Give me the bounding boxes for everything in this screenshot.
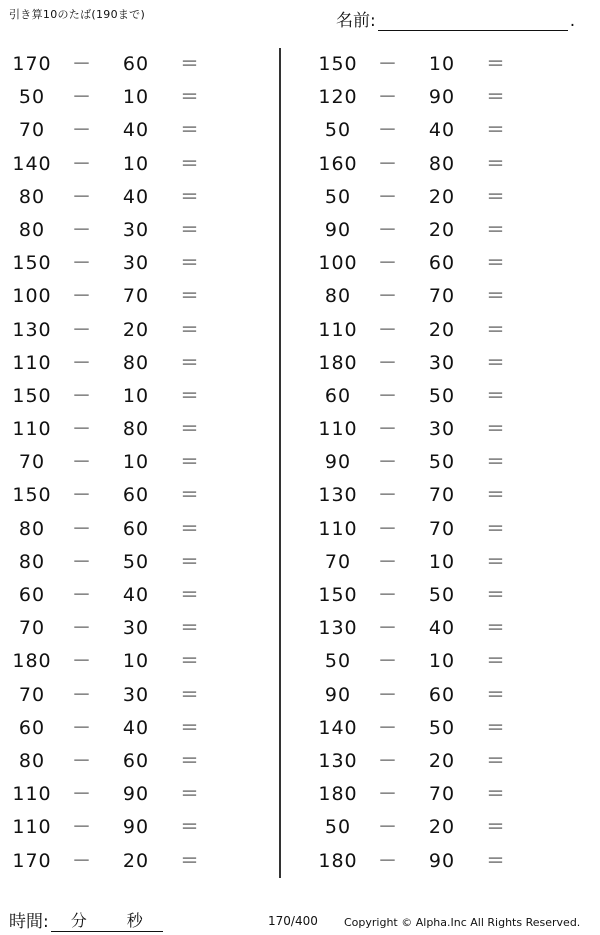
problem-row (306, 811, 586, 844)
problem-row (0, 214, 280, 247)
minus-sign: － (377, 816, 398, 839)
minus-sign: － (71, 53, 92, 75)
minus-sign: － (377, 351, 398, 374)
problem-row (306, 280, 586, 313)
problem-row (306, 845, 586, 878)
equals-sign: ＝ (485, 484, 506, 507)
subtrahend: 70 (428, 517, 456, 540)
problem-row (306, 479, 586, 512)
subtrahend: 20 (122, 849, 150, 872)
minus-sign: － (377, 86, 398, 109)
minuend: 90 (324, 683, 352, 706)
subtrahend: 90 (428, 86, 456, 109)
name-end-dot: . (569, 11, 576, 31)
problem-row (0, 347, 280, 380)
subtrahend: 90 (122, 783, 150, 806)
subtrahend: 10 (122, 650, 150, 673)
subtrahend: 60 (122, 517, 150, 540)
minus-sign: － (71, 584, 92, 606)
minuend: 160 (318, 152, 358, 175)
subtrahend: 10 (122, 451, 150, 474)
equals-sign: ＝ (179, 53, 200, 75)
problem-row (0, 546, 280, 579)
subtrahend: 70 (428, 484, 456, 507)
worksheet-title: 引き算10のたば(190まで) (9, 8, 146, 21)
minuend: 110 (12, 783, 52, 806)
minuend: 70 (18, 119, 46, 142)
equals-sign: ＝ (179, 550, 200, 573)
minuend: 90 (324, 218, 352, 241)
minuend: 180 (318, 849, 358, 872)
subtrahend: 80 (122, 418, 150, 441)
minus-sign: － (71, 418, 92, 441)
equals-sign: ＝ (179, 185, 200, 208)
problem-row (0, 380, 280, 413)
equals-sign: ＝ (179, 783, 200, 806)
problem-row (0, 81, 280, 114)
minuend: 170 (12, 849, 52, 872)
equals-sign: ＝ (179, 584, 200, 606)
column-divider (279, 48, 281, 878)
subtrahend: 30 (428, 351, 456, 374)
minus-sign: － (71, 218, 92, 241)
subtrahend: 90 (122, 816, 150, 839)
footer (0, 907, 600, 935)
minuend: 180 (318, 351, 358, 374)
minus-sign: － (71, 749, 92, 772)
minuend: 130 (318, 617, 358, 640)
problem-row (0, 513, 280, 546)
minuend: 170 (12, 53, 52, 75)
minus-sign: － (377, 318, 398, 341)
minuend: 110 (12, 351, 52, 374)
minuend: 70 (324, 550, 352, 573)
minuend: 70 (18, 451, 46, 474)
minuend: 50 (324, 650, 352, 673)
minus-sign: － (377, 849, 398, 872)
minus-sign: － (377, 783, 398, 806)
minuend: 70 (18, 683, 46, 706)
problem-row (306, 114, 586, 147)
problem-row (306, 247, 586, 280)
minus-sign: － (71, 152, 92, 175)
minuend: 110 (318, 318, 358, 341)
minus-sign: － (377, 584, 398, 606)
equals-sign: ＝ (485, 318, 506, 341)
page-number: 170/400 (268, 914, 318, 928)
minuend: 80 (324, 285, 352, 308)
subtrahend: 20 (428, 749, 456, 772)
subtrahend: 20 (122, 318, 150, 341)
minus-sign: － (377, 285, 398, 308)
minuend: 50 (324, 816, 352, 839)
minus-sign: － (71, 783, 92, 806)
minus-sign: － (71, 451, 92, 474)
equals-sign: ＝ (179, 849, 200, 872)
subtrahend: 40 (428, 119, 456, 142)
copyright-text: Copyright © Alpha.Inc All Rights Reserved. (344, 916, 581, 929)
name-blank-line (378, 10, 568, 31)
time-blank-line (51, 909, 163, 932)
subtrahend: 50 (428, 384, 456, 407)
problem-row (0, 579, 280, 612)
subtrahend: 50 (428, 451, 456, 474)
equals-sign: ＝ (179, 484, 200, 507)
subtrahend: 50 (122, 550, 150, 573)
equals-sign: ＝ (485, 451, 506, 474)
subtrahend: 50 (428, 584, 456, 606)
subtrahend: 40 (122, 119, 150, 142)
equals-sign: ＝ (179, 119, 200, 142)
subtrahend: 10 (122, 86, 150, 109)
minus-sign: － (71, 86, 92, 109)
minuend: 80 (18, 550, 46, 573)
equals-sign: ＝ (179, 252, 200, 275)
minus-sign: － (71, 252, 92, 275)
equals-sign: ＝ (179, 285, 200, 308)
equals-sign: ＝ (179, 517, 200, 540)
subtrahend: 10 (428, 550, 456, 573)
problem-row (306, 413, 586, 446)
problem-row (306, 579, 586, 612)
problem-row (0, 679, 280, 712)
problem-row (306, 81, 586, 114)
problem-row (306, 679, 586, 712)
subtrahend: 20 (428, 318, 456, 341)
minus-sign: － (377, 517, 398, 540)
subtrahend: 70 (122, 285, 150, 308)
minus-sign: － (71, 484, 92, 507)
problem-row (306, 546, 586, 579)
minuend: 150 (12, 252, 52, 275)
minus-sign: － (377, 683, 398, 706)
subtrahend: 60 (428, 683, 456, 706)
problem-row (306, 645, 586, 678)
time-field (9, 907, 163, 932)
subtrahend: 50 (428, 716, 456, 739)
minuend: 50 (324, 185, 352, 208)
equals-sign: ＝ (485, 53, 506, 75)
minus-sign: － (377, 218, 398, 241)
minus-sign: － (377, 384, 398, 407)
equals-sign: ＝ (485, 749, 506, 772)
minus-sign: － (71, 650, 92, 673)
subtrahend: 80 (428, 152, 456, 175)
problem-row (0, 48, 280, 81)
equals-sign: ＝ (485, 716, 506, 739)
minuend: 60 (18, 584, 46, 606)
problem-row (306, 612, 586, 645)
minuend: 80 (18, 517, 46, 540)
problem-row (306, 446, 586, 479)
equals-sign: ＝ (179, 749, 200, 772)
subtrahend: 40 (428, 617, 456, 640)
time-label: 時間: (9, 912, 49, 932)
minus-sign: － (377, 716, 398, 739)
problem-row (0, 114, 280, 147)
minus-sign: － (377, 749, 398, 772)
problem-row (306, 380, 586, 413)
subtrahend: 40 (122, 716, 150, 739)
subtrahend: 30 (122, 683, 150, 706)
name-label: 名前: (336, 11, 376, 31)
equals-sign: ＝ (485, 517, 506, 540)
equals-sign: ＝ (179, 418, 200, 441)
minus-sign: － (377, 185, 398, 208)
problem-row (306, 745, 586, 778)
subtrahend: 20 (428, 816, 456, 839)
subtrahend: 10 (428, 650, 456, 673)
minus-sign: － (71, 816, 92, 839)
subtrahend: 90 (428, 849, 456, 872)
minus-sign: － (71, 318, 92, 341)
problem-row (0, 712, 280, 745)
minuend: 80 (18, 749, 46, 772)
equals-sign: ＝ (179, 218, 200, 241)
equals-sign: ＝ (179, 650, 200, 673)
name-field (336, 6, 575, 31)
problem-row (0, 778, 280, 811)
problem-row (306, 513, 586, 546)
problem-row (306, 314, 586, 347)
minuend: 60 (18, 716, 46, 739)
equals-sign: ＝ (485, 683, 506, 706)
subtrahend: 60 (122, 484, 150, 507)
minuend: 110 (318, 418, 358, 441)
subtrahend: 60 (122, 749, 150, 772)
minuend: 100 (12, 285, 52, 308)
minus-sign: － (377, 650, 398, 673)
problem-row (306, 48, 586, 81)
equals-sign: ＝ (179, 451, 200, 474)
minuend: 90 (324, 451, 352, 474)
problem-row (306, 347, 586, 380)
problem-row (0, 247, 280, 280)
problem-row (0, 645, 280, 678)
subtrahend: 40 (122, 185, 150, 208)
equals-sign: ＝ (179, 351, 200, 374)
equals-sign: ＝ (485, 650, 506, 673)
equals-sign: ＝ (485, 86, 506, 109)
minuend: 100 (318, 252, 358, 275)
subtrahend: 10 (122, 152, 150, 175)
equals-sign: ＝ (485, 351, 506, 374)
problem-row (0, 148, 280, 181)
problem-row (0, 845, 280, 878)
minuend: 150 (12, 384, 52, 407)
minutes-label: 分 (70, 911, 87, 930)
minus-sign: － (71, 550, 92, 573)
minus-sign: － (71, 119, 92, 142)
equals-sign: ＝ (485, 783, 506, 806)
subtrahend: 10 (122, 384, 150, 407)
minuend: 130 (318, 749, 358, 772)
equals-sign: ＝ (485, 816, 506, 839)
right-problem-column (306, 48, 586, 878)
equals-sign: ＝ (485, 584, 506, 606)
minus-sign: － (377, 451, 398, 474)
equals-sign: ＝ (179, 617, 200, 640)
minus-sign: － (71, 185, 92, 208)
minuend: 80 (18, 218, 46, 241)
problem-row (0, 446, 280, 479)
minuend: 180 (318, 783, 358, 806)
problem-row (0, 181, 280, 214)
problem-row (0, 811, 280, 844)
equals-sign: ＝ (485, 218, 506, 241)
minus-sign: － (377, 152, 398, 175)
subtrahend: 60 (428, 252, 456, 275)
minuend: 110 (318, 517, 358, 540)
equals-sign: ＝ (485, 418, 506, 441)
subtrahend: 30 (122, 218, 150, 241)
minus-sign: － (71, 849, 92, 872)
subtrahend: 10 (428, 53, 456, 75)
problem-row (0, 280, 280, 313)
minus-sign: － (377, 252, 398, 275)
minuend: 140 (318, 716, 358, 739)
minuend: 110 (12, 816, 52, 839)
minus-sign: － (377, 484, 398, 507)
seconds-label: 秒 (126, 911, 143, 930)
equals-sign: ＝ (485, 849, 506, 872)
problem-row (306, 181, 586, 214)
minuend: 140 (12, 152, 52, 175)
left-problem-column (0, 48, 280, 878)
subtrahend: 30 (122, 617, 150, 640)
subtrahend: 30 (428, 418, 456, 441)
problem-row (0, 314, 280, 347)
equals-sign: ＝ (485, 384, 506, 407)
problem-row (0, 413, 280, 446)
minuend: 50 (18, 86, 46, 109)
subtrahend: 40 (122, 584, 150, 606)
minus-sign: － (71, 517, 92, 540)
minus-sign: － (377, 617, 398, 640)
subtrahend: 30 (122, 252, 150, 275)
subtrahend: 70 (428, 285, 456, 308)
subtrahend: 20 (428, 185, 456, 208)
equals-sign: ＝ (485, 152, 506, 175)
minuend: 130 (318, 484, 358, 507)
minuend: 120 (318, 86, 358, 109)
minus-sign: － (71, 683, 92, 706)
problem-row (306, 712, 586, 745)
equals-sign: ＝ (179, 683, 200, 706)
equals-sign: ＝ (179, 716, 200, 739)
subtrahend: 60 (122, 53, 150, 75)
minuend: 50 (324, 119, 352, 142)
minuend: 80 (18, 185, 46, 208)
problem-row (306, 214, 586, 247)
subtrahend: 70 (428, 783, 456, 806)
minus-sign: － (71, 384, 92, 407)
minus-sign: － (71, 617, 92, 640)
equals-sign: ＝ (179, 86, 200, 109)
minuend: 150 (318, 53, 358, 75)
equals-sign: ＝ (485, 119, 506, 142)
problem-row (0, 745, 280, 778)
minus-sign: － (71, 285, 92, 308)
equals-sign: ＝ (179, 816, 200, 839)
minus-sign: － (71, 351, 92, 374)
problem-row (0, 612, 280, 645)
minus-sign: － (71, 716, 92, 739)
minuend: 110 (12, 418, 52, 441)
minuend: 180 (12, 650, 52, 673)
minuend: 150 (12, 484, 52, 507)
problem-row (306, 148, 586, 181)
equals-sign: ＝ (485, 252, 506, 275)
subtrahend: 80 (122, 351, 150, 374)
minus-sign: － (377, 53, 398, 75)
equals-sign: ＝ (485, 617, 506, 640)
equals-sign: ＝ (179, 152, 200, 175)
equals-sign: ＝ (485, 285, 506, 308)
equals-sign: ＝ (179, 318, 200, 341)
minus-sign: － (377, 550, 398, 573)
minus-sign: － (377, 119, 398, 142)
minuend: 130 (12, 318, 52, 341)
problem-row (0, 479, 280, 512)
problem-row (306, 778, 586, 811)
equals-sign: ＝ (485, 185, 506, 208)
minuend: 70 (18, 617, 46, 640)
equals-sign: ＝ (485, 550, 506, 573)
minuend: 60 (324, 384, 352, 407)
minuend: 150 (318, 584, 358, 606)
equals-sign: ＝ (179, 384, 200, 407)
subtrahend: 20 (428, 218, 456, 241)
minus-sign: － (377, 418, 398, 441)
